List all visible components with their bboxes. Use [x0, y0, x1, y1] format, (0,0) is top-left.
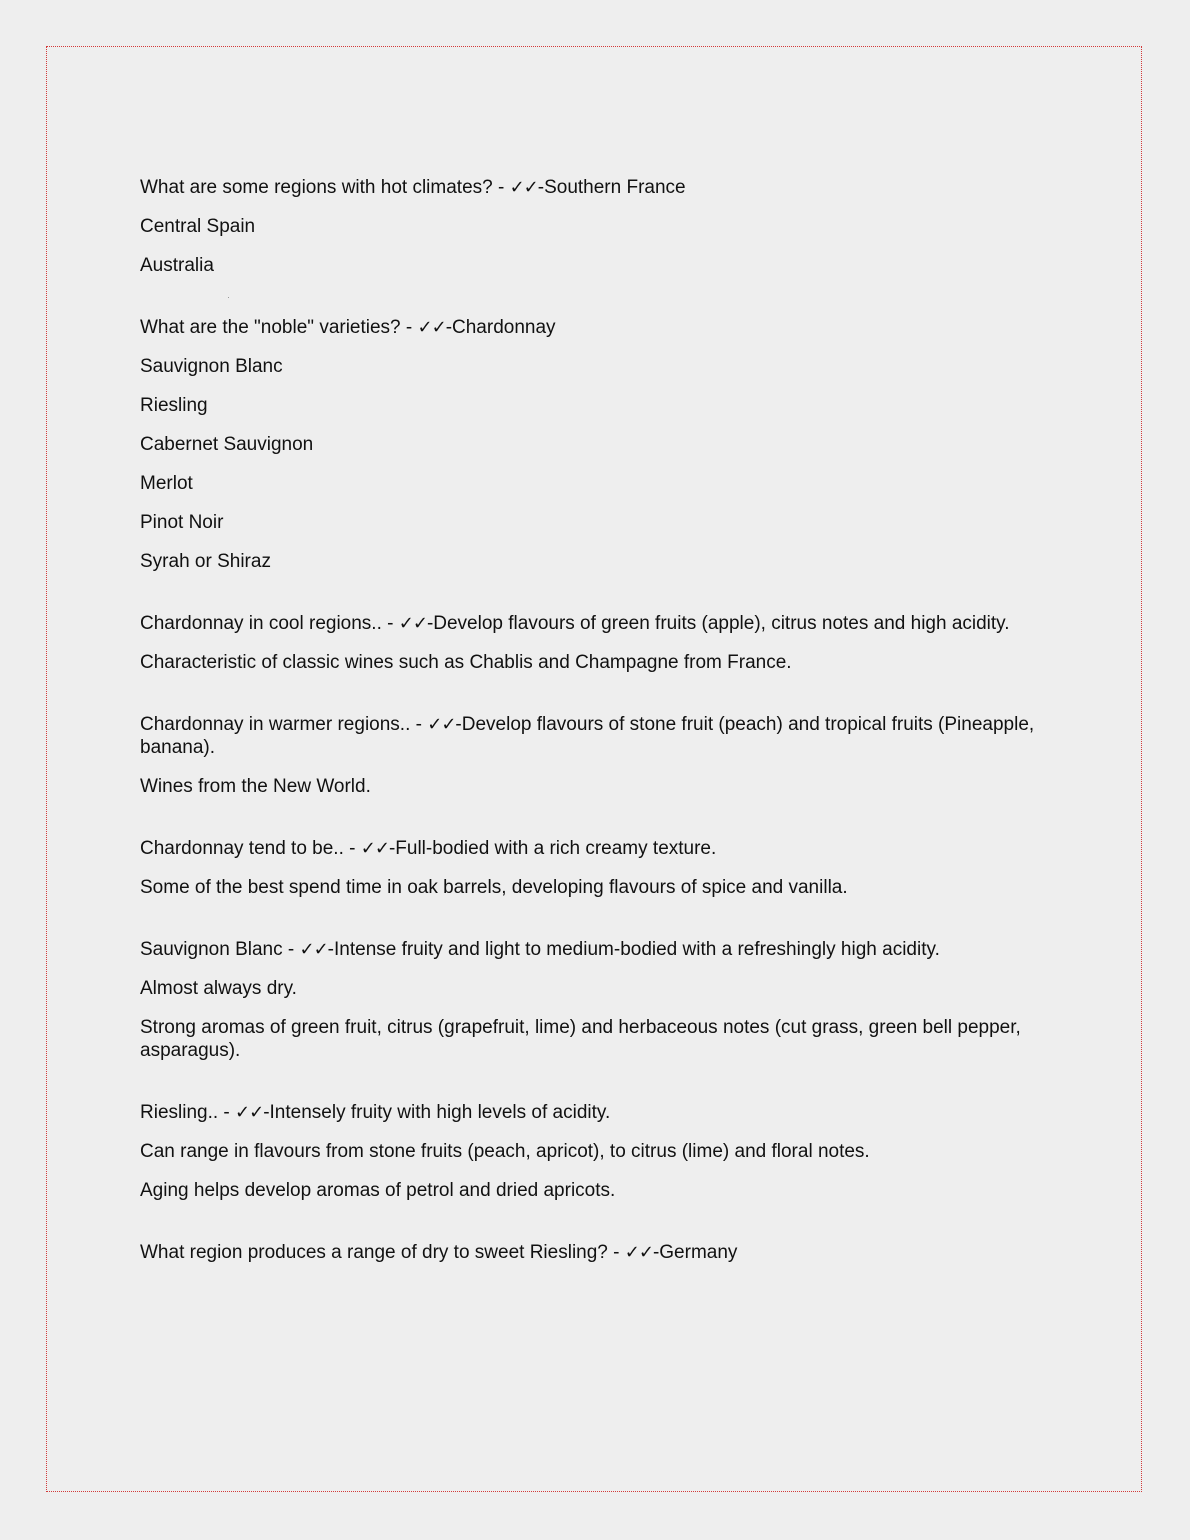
qa-item: [140, 1101, 1060, 1202]
answer-line: Sauvignon Blanc: [140, 356, 283, 377]
answer-text: -Chardonnay: [445, 317, 556, 338]
question-text: What are some regions with hot climates? -: [140, 177, 510, 198]
answer-line: Characteristic of classic wines such as Chablis and Champagne from France.: [140, 652, 792, 673]
answer-line: Australia: [140, 255, 214, 276]
qa-item: [140, 612, 1060, 674]
answer-line: Cabernet Sauvignon: [140, 434, 314, 455]
qa-first-line: [140, 938, 1060, 961]
answer-line: Strong aromas of green fruit, citrus (grapefruit, lime) and herbaceous notes (cut grass, green bell pepper, asparagus).: [140, 1017, 1021, 1061]
answer-text: -Develop flavours of stone fruit (peach) and tropical fruits (Pineapple, banana).: [140, 714, 1035, 758]
answer-line: Aging helps develop aromas of petrol and dried apricots.: [140, 1180, 616, 1201]
check-icon: ✓✓: [509, 177, 538, 198]
check-icon: ✓✓: [624, 1242, 653, 1263]
check-icon: ✓✓: [360, 838, 389, 859]
answer-line: Merlot: [140, 473, 193, 494]
qa-item: [140, 837, 1060, 899]
flashcard-list: [140, 176, 1060, 1303]
answer-line: Central Spain: [140, 216, 256, 237]
question-text: Sauvignon Blanc -: [140, 939, 300, 960]
check-icon: ✓✓: [235, 1102, 264, 1123]
question-text: Chardonnay in cool regions.. -: [140, 613, 399, 634]
qa-first-line: [140, 612, 1060, 635]
answer-line: Riesling: [140, 395, 208, 416]
check-icon: ✓✓: [398, 613, 427, 634]
answer-text: -Intensely fruity with high levels of acidity.: [263, 1102, 611, 1123]
answer-text: -Southern France: [537, 177, 686, 198]
answer-line: Some of the best spend time in oak barrels, developing flavours of spice and vanilla.: [140, 877, 848, 898]
qa-first-line: [140, 1101, 1060, 1124]
check-icon: ✓✓: [299, 939, 328, 960]
answer-text: -Intense fruity and light to medium-bodied with a refreshingly high acidity.: [327, 939, 940, 960]
qa-first-line: [140, 713, 1060, 759]
answer-line: Wines from the New World.: [140, 776, 371, 797]
qa-item: [140, 713, 1060, 798]
answer-line: Almost always dry.: [140, 978, 297, 999]
qa-first-line: [140, 1241, 1060, 1264]
qa-first-line: [140, 176, 1060, 199]
qa-item: [140, 938, 1060, 1062]
answer-text: -Develop flavours of green fruits (apple), citrus notes and high acidity.: [426, 613, 1010, 634]
qa-item: [140, 1241, 1060, 1264]
answer-text: -Germany: [652, 1242, 738, 1263]
answer-line: Pinot Noir: [140, 512, 224, 533]
answer-line: Can range in flavours from stone fruits (peach, apricot), to citrus (lime) and floral notes.: [140, 1141, 870, 1162]
answer-line: Syrah or Shiraz: [140, 551, 271, 572]
qa-first-line: [140, 837, 1060, 860]
question-text: Chardonnay tend to be.. -: [140, 838, 361, 859]
question-text: Chardonnay in warmer regions.. -: [140, 714, 428, 735]
qa-first-line: [140, 316, 1060, 339]
qa-item: [140, 176, 1060, 277]
check-icon: ✓✓: [417, 317, 446, 338]
question-text: What region produces a range of dry to sweet Riesling? -: [140, 1242, 625, 1263]
qa-item: [140, 316, 1060, 573]
check-icon: ✓✓: [427, 714, 456, 735]
question-text: What are the "noble" varieties? -: [140, 317, 418, 338]
question-text: Riesling.. -: [140, 1102, 236, 1123]
answer-text: -Full-bodied with a rich creamy texture.: [388, 838, 717, 859]
